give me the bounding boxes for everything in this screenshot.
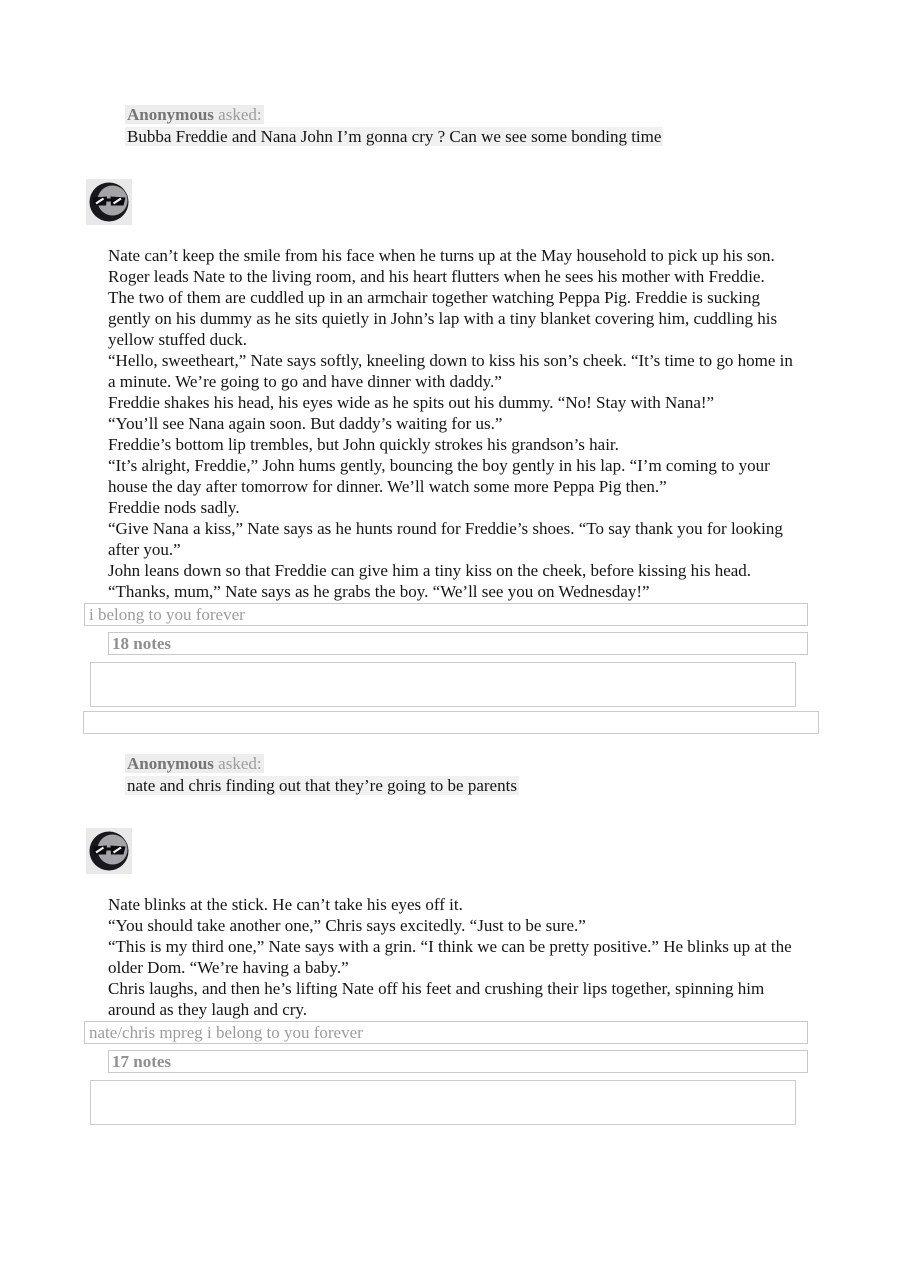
body-paragraph: Freddie shakes his head, his eyes wide as he spits out his dummy. “No! Stay with Nana!” xyxy=(108,393,715,412)
body-paragraph: “Thanks, mum,” Nate says as he grabs the boy. “We’ll see you on Wednesday!” xyxy=(108,582,650,601)
cool-moon-sunglasses-avatar-icon xyxy=(86,179,132,225)
body-paragraph: Nate blinks at the stick. He can’t take his eyes off it. xyxy=(108,895,463,914)
like-widget-placeholder xyxy=(83,711,819,734)
ask-header xyxy=(125,104,905,126)
notes-link[interactable]: 17 notes xyxy=(108,1050,808,1073)
ask-header-highlight xyxy=(125,105,264,124)
body-paragraph: John leans down so that Freddie can give him a tiny kiss on the cheek, before kissing his head. xyxy=(108,561,752,580)
body-paragraph: Roger leads Nate to the living room, and his heart flutters when he sees his mother with Freddie. xyxy=(108,267,765,286)
ask-question: nate and chris finding out that they’re going to be parents xyxy=(127,776,517,795)
post-2 xyxy=(0,753,905,1125)
ask-block xyxy=(125,104,905,148)
tags-link[interactable]: i belong to you forever xyxy=(84,603,808,626)
body-paragraph: The two of them are cuddled up in an armchair together watching Peppa Pig. Freddie is sucking gently on his dummy as he sits quietly in John’s lap with a tiny blanket covering him, cuddling his yellow stuffed duck. xyxy=(108,288,778,349)
body-paragraph: “Give Nana a kiss,” Nate says as he hunts round for Freddie’s shoes. “To say thank you for looking after you.” xyxy=(108,519,783,559)
body-paragraph: Chris laughs, and then he’s lifting Nate off his feet and crushing their lips together, spinning him around as they laugh and cry. xyxy=(108,979,765,1019)
cool-moon-sunglasses-avatar-icon xyxy=(86,828,132,874)
asked-label: asked: xyxy=(218,754,262,773)
body-paragraph: “This is my third one,” Nate says with a grin. “I think we can be pretty positive.” He blinks up at the older Dom. “We’re having a baby.” xyxy=(108,937,792,977)
ask-header-highlight xyxy=(125,754,264,773)
post-body xyxy=(108,245,794,602)
ask-header xyxy=(125,753,905,775)
ask-block xyxy=(125,753,905,797)
notes-link[interactable]: 18 notes xyxy=(108,632,808,655)
asker-name: Anonymous xyxy=(127,105,214,124)
post-1 xyxy=(0,104,905,734)
post-body xyxy=(108,894,794,1020)
reblog-widget-placeholder xyxy=(90,1080,796,1125)
reblog-widget-placeholder xyxy=(90,662,796,707)
body-paragraph: “Hello, sweetheart,” Nate says softly, kneeling down to kiss his son’s cheek. “It’s time to go home in a minute. We’re going to go and have dinner with daddy.” xyxy=(108,351,793,391)
ask-question-line xyxy=(125,775,905,797)
asker-name: Anonymous xyxy=(127,754,214,773)
body-paragraph: Freddie nods sadly. xyxy=(108,498,240,517)
body-paragraph: “You should take another one,” Chris says excitedly. “Just to be sure.” xyxy=(108,916,586,935)
ask-question: Bubba Freddie and Nana John I’m gonna cry ? Can we see some bonding time xyxy=(127,127,662,146)
ask-question-line xyxy=(125,126,905,148)
asked-label: asked: xyxy=(218,105,262,124)
body-paragraph: Freddie’s bottom lip trembles, but John quickly strokes his grandson’s hair. xyxy=(108,435,619,454)
body-paragraph: “It’s alright, Freddie,” John hums gently, bouncing the boy gently in his lap. “I’m coming to your house the day after tomorrow for dinner. We’ll watch some more Peppa Pig then.” xyxy=(108,456,770,496)
avatar[interactable] xyxy=(86,179,132,225)
body-paragraph: “You’ll see Nana again soon. But daddy’s waiting for us.” xyxy=(108,414,503,433)
tags-link[interactable]: nate/chris mpreg i belong to you forever xyxy=(84,1021,808,1044)
avatar[interactable] xyxy=(86,828,132,874)
body-paragraph: Nate can’t keep the smile from his face when he turns up at the May household to pick up his son. xyxy=(108,246,775,265)
